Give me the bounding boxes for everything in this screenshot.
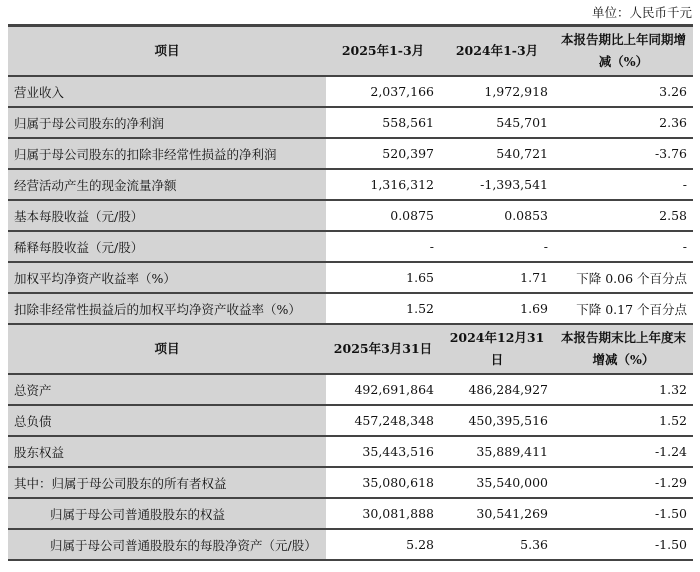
cell-value: 545,701 xyxy=(440,107,554,138)
unit-note: 单位：人民币千元 xyxy=(591,5,692,20)
cell-value: -1.24 xyxy=(554,436,693,467)
cell-value: 下降 0.17 个百分点 xyxy=(554,293,693,324)
table-row xyxy=(8,169,693,200)
table-row xyxy=(8,138,693,169)
cell-value: -1.50 xyxy=(554,498,693,529)
cell-value: 35,080,618 xyxy=(326,467,440,498)
cell-value: 2.36 xyxy=(554,107,693,138)
cell-value: 1.52 xyxy=(554,405,693,436)
header-row xyxy=(8,324,693,374)
cell-value: 1,316,312 xyxy=(326,169,440,200)
cell-value: 1.32 xyxy=(554,374,693,405)
cell-value: 35,540,000 xyxy=(440,467,554,498)
cell-value: 1.69 xyxy=(440,293,554,324)
cell-value: - xyxy=(326,231,440,262)
cell-value: - xyxy=(554,169,693,200)
row-label: 经营活动产生的现金流量净额 xyxy=(8,169,326,200)
cell-value: 35,889,411 xyxy=(440,436,554,467)
cell-value: 下降 0.06 个百分点 xyxy=(554,262,693,293)
column-header: 本报告期末比上年度末增减（%） xyxy=(554,324,693,374)
cell-value: 450,395,516 xyxy=(440,405,554,436)
table-row xyxy=(8,76,693,107)
column-header: 2024年12月31日 xyxy=(440,324,554,374)
cell-value: 2.58 xyxy=(554,200,693,231)
table-row xyxy=(8,529,693,560)
cell-value: 520,397 xyxy=(326,138,440,169)
cell-value: - xyxy=(440,231,554,262)
row-label: 股东权益 xyxy=(8,436,326,467)
cell-value: 486,284,927 xyxy=(440,374,554,405)
column-header: 2025年1-3月 xyxy=(326,26,440,77)
cell-value: 492,691,864 xyxy=(326,374,440,405)
table-row xyxy=(8,467,693,498)
table-row xyxy=(8,405,693,436)
row-label: 总资产 xyxy=(8,374,326,405)
table-row xyxy=(8,231,693,262)
table-row xyxy=(8,374,693,405)
cell-value: 2,037,166 xyxy=(326,76,440,107)
column-header: 2025年3月31日 xyxy=(326,324,440,374)
table-row xyxy=(8,107,693,138)
cell-value: 5.36 xyxy=(440,529,554,560)
row-label: 归属于母公司股东的净利润 xyxy=(8,107,326,138)
cell-value: 1.52 xyxy=(326,293,440,324)
row-label: 营业收入 xyxy=(8,76,326,107)
cell-value: 5.28 xyxy=(326,529,440,560)
cell-value: 540,721 xyxy=(440,138,554,169)
row-label: 归属于母公司股东的扣除非经常性损益的净利润 xyxy=(8,138,326,169)
column-header: 本报告期比上年同期增减（%） xyxy=(554,26,693,77)
column-header: 项目 xyxy=(8,26,326,77)
cell-value: 1,972,918 xyxy=(440,76,554,107)
column-header: 2024年1-3月 xyxy=(440,26,554,77)
cell-value: -1.50 xyxy=(554,529,693,560)
table-row xyxy=(8,498,693,529)
cell-value: 1.65 xyxy=(326,262,440,293)
cell-value: 558,561 xyxy=(326,107,440,138)
cell-value: 457,248,348 xyxy=(326,405,440,436)
cell-value: - xyxy=(554,231,693,262)
table-row xyxy=(8,436,693,467)
cell-value: 30,081,888 xyxy=(326,498,440,529)
cell-value: 1.71 xyxy=(440,262,554,293)
table-row xyxy=(8,200,693,231)
row-label: 归属于母公司普通股股东的每股净资产（元/股） xyxy=(8,529,326,560)
cell-value: -1,393,541 xyxy=(440,169,554,200)
cell-value: 0.0875 xyxy=(326,200,440,231)
header-row xyxy=(8,26,693,77)
row-label: 归属于母公司普通股股东的权益 xyxy=(8,498,326,529)
cell-value: -3.76 xyxy=(554,138,693,169)
cell-value: -1.29 xyxy=(554,467,693,498)
row-label: 总负债 xyxy=(8,405,326,436)
cell-value: 30,541,269 xyxy=(440,498,554,529)
row-label: 基本每股收益（元/股） xyxy=(8,200,326,231)
row-label: 稀释每股收益（元/股） xyxy=(8,231,326,262)
row-label: 其中：归属于母公司股东的所有者权益 xyxy=(8,467,326,498)
financial-summary-table xyxy=(8,24,693,561)
column-header: 项目 xyxy=(8,324,326,374)
cell-value: 0.0853 xyxy=(440,200,554,231)
table-row xyxy=(8,262,693,293)
row-label: 扣除非经常性损益后的加权平均净资产收益率（%） xyxy=(8,293,326,324)
table-row xyxy=(8,293,693,324)
cell-value: 35,443,516 xyxy=(326,436,440,467)
cell-value: 3.26 xyxy=(554,76,693,107)
row-label: 加权平均净资产收益率（%） xyxy=(8,262,326,293)
